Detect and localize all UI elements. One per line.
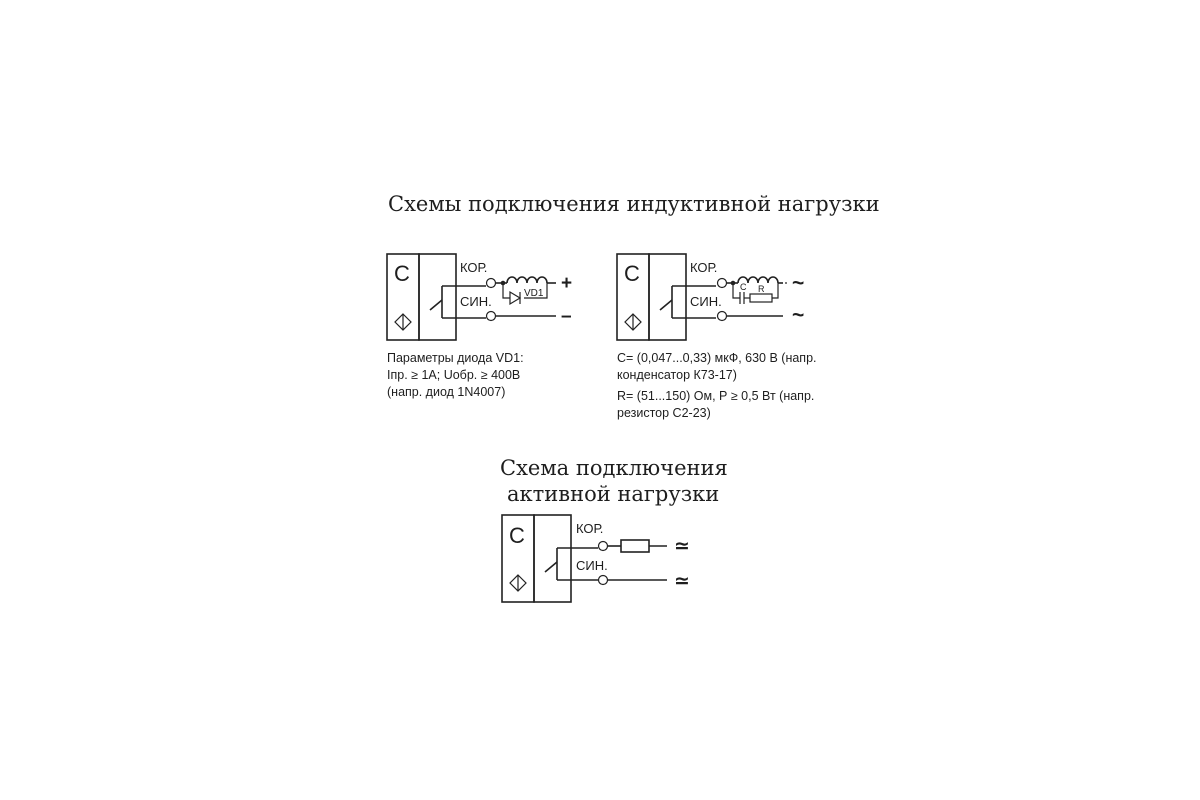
sensor-block [387,254,456,340]
terminal-kor-dot [599,542,608,551]
ac-symbol-bottom: ≃ [674,571,690,592]
terminal-kor-dot [718,279,727,288]
rc-parameters-note [617,350,817,422]
switch-contact-icon [545,548,557,580]
diode-label: VD1 [524,288,544,299]
active-load-title-line2: активной нагрузки [507,482,720,506]
sensor-letter: С [394,261,410,286]
terminal-sin-label: СИН. [690,294,722,309]
inductor-coil [507,277,547,283]
ac-symbol-top: ≃ [674,536,690,557]
proximity-icon [625,314,641,330]
proximity-icon [395,314,411,330]
capacitor-icon [740,292,744,304]
terminal-sin-dot [487,312,496,321]
switch-contact-icon [430,286,442,318]
minus-sign: – [561,306,572,327]
dc-inductive-circuit [387,254,572,340]
capacitor-label: C [740,282,747,292]
load-resistor-icon [621,540,649,552]
resistor-icon [750,294,772,302]
terminal-kor-dot [487,279,496,288]
note-line: резистор С2-23) [617,406,711,420]
active-load-title-line1: Схема подключения [500,456,728,480]
note-line: Iпр. ≥ 1А; Uобр. ≥ 400В [387,368,521,382]
diode-parameters-note [387,350,524,401]
active-load-circuit [502,515,690,602]
inductive-load-title: Схемы подключения индуктивной нагрузки [388,192,880,216]
terminal-kor-label: КОР. [690,260,718,275]
terminal-sin-dot [599,576,608,585]
ac-inductive-circuit [617,254,804,340]
note-line: R= (51...150) Ом, Р ≥ 0,5 Вт (напр. [617,389,815,403]
terminal-sin-label: СИН. [460,294,492,309]
ac-symbol-bottom: ~ [792,304,805,327]
resistor-label: R [758,284,765,294]
sensor-letter: С [624,261,640,286]
terminal-kor-label: КОР. [576,521,604,536]
note-line: С= (0,047...0,33) мкФ, 630 В (напр. [617,351,817,365]
terminal-sin-label: СИН. [576,558,608,573]
sensor-block [617,254,686,340]
diode-icon [510,292,520,304]
switch-contact-icon [660,286,672,318]
terminal-kor-label: КОР. [460,260,488,275]
plus-sign: + [561,273,573,294]
terminal-sin-dot [718,312,727,321]
ac-symbol-top: ~ [792,272,805,295]
sensor-block [502,515,571,602]
sensor-letter: С [509,523,525,548]
note-line: (напр. диод 1N4007) [387,385,506,399]
proximity-icon [510,575,526,591]
note-line: Параметры диода VD1: [387,351,524,365]
note-line: конденсатор К73-17) [617,368,737,382]
